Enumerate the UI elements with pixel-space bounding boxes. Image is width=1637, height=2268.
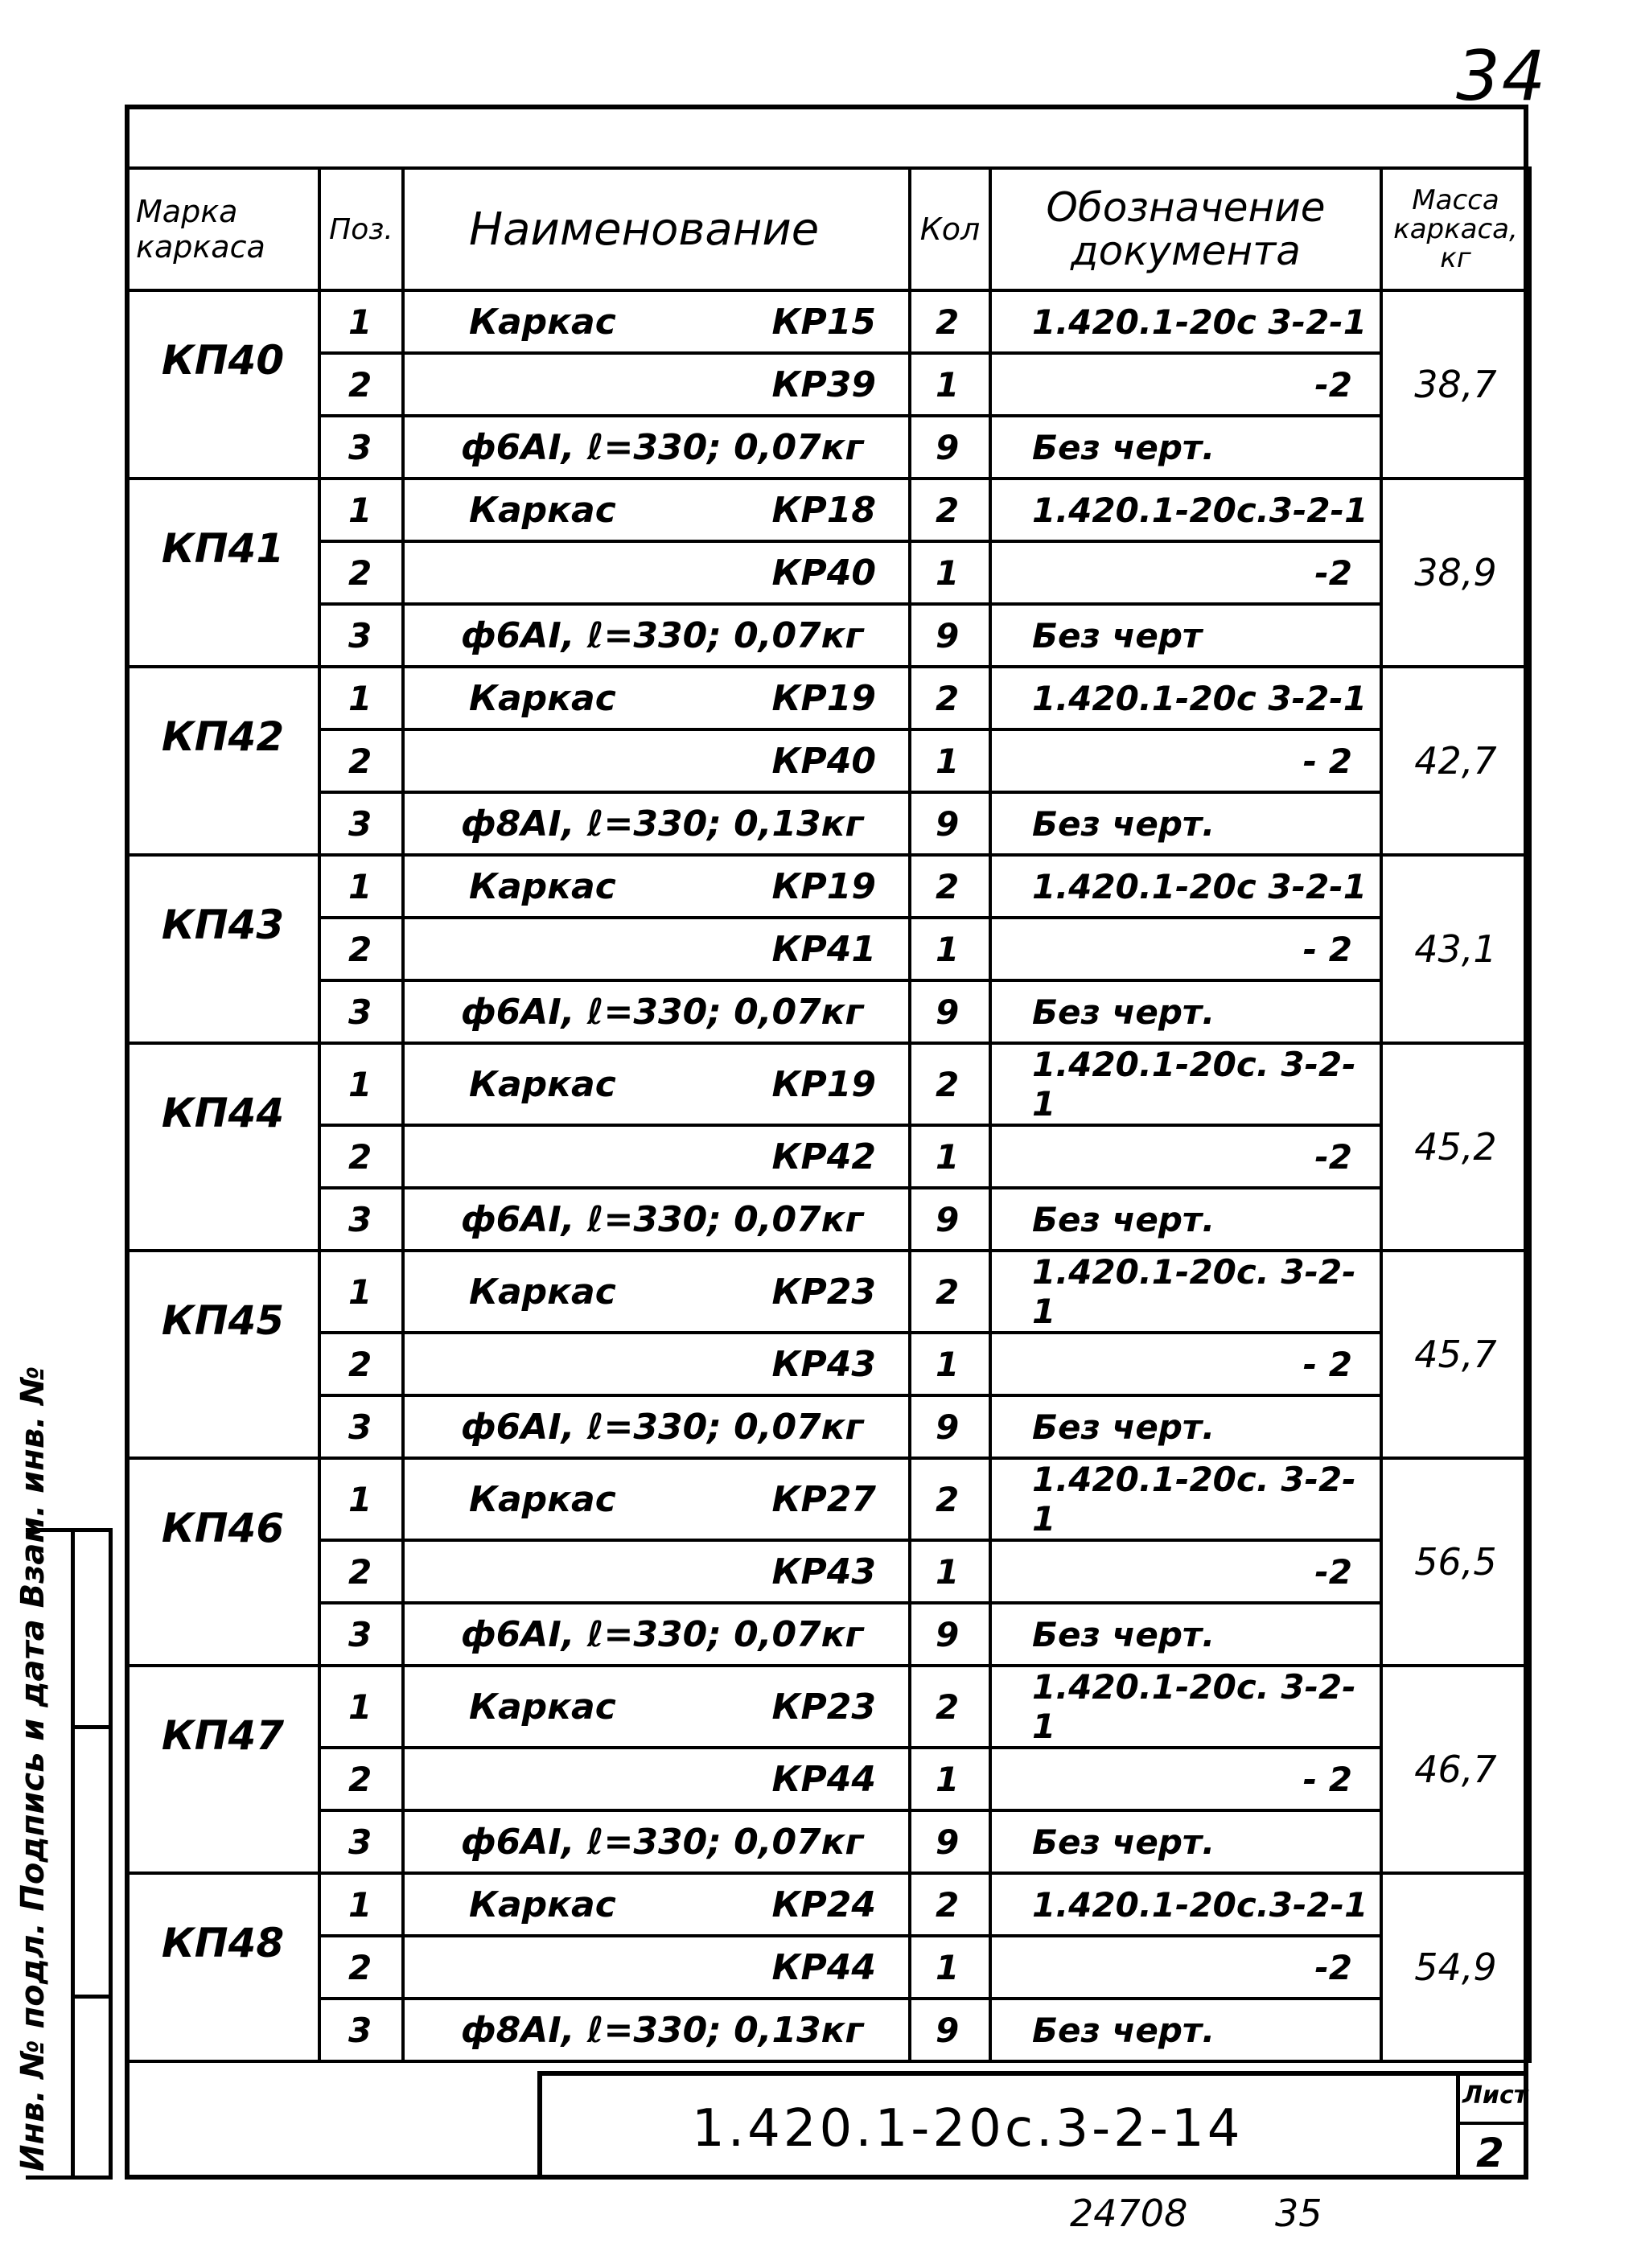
name-label: Каркас: [469, 865, 616, 907]
cell-mass: 45,7: [1381, 1251, 1530, 1458]
sheet-number: 2: [1476, 2130, 1504, 2176]
name-label: Каркас: [469, 677, 616, 719]
cell-kol: 2: [910, 855, 990, 918]
table-row: [126, 1395, 1530, 1458]
table-row: [126, 1458, 1530, 1540]
cell-doc: 1.420.1-20с. 3-2-1: [990, 1458, 1381, 1540]
cell-kol: 1: [910, 1936, 990, 1999]
side-stamp-label: Инв. № подл. Подпись и дата Взам. инв. №: [14, 1366, 51, 2171]
cell-marka: КП43: [126, 855, 319, 1043]
cell-pos: 3: [319, 1603, 403, 1666]
cell-kol: 9: [910, 1395, 990, 1458]
header-marka: Марка каркаса: [126, 168, 319, 290]
cell-kol: 9: [910, 980, 990, 1043]
cell-kol: 2: [910, 290, 990, 353]
cell-kol: 2: [910, 1458, 990, 1540]
cell-doc: -2: [990, 1540, 1381, 1603]
table-row: [126, 604, 1530, 667]
side-stamp-line: [71, 1995, 113, 1999]
name-code: КР23: [771, 1686, 876, 1728]
table-row: [126, 792, 1530, 855]
cell-doc: Без черт.: [990, 416, 1381, 479]
side-stamp-divider: [71, 1528, 75, 2180]
cell-name: [403, 1395, 910, 1458]
name-full: ф6АI, ℓ=330; 0,07кг: [461, 426, 864, 468]
cell-pos: 1: [319, 667, 403, 729]
cell-name: [403, 1540, 910, 1603]
cell-doc: 1.420.1-20с. 3-2-1: [990, 1666, 1381, 1748]
cell-pos: 2: [319, 918, 403, 980]
cell-name: [403, 604, 910, 667]
cell-pos: 3: [319, 604, 403, 667]
cell-name: [403, 416, 910, 479]
cell-name: [403, 1936, 910, 1999]
cell-doc: Без черт.: [990, 1603, 1381, 1666]
cell-name: [403, 1873, 910, 1936]
cell-doc: 1.420.1-20с 3-2-1: [990, 855, 1381, 918]
cell-name: [403, 1999, 910, 2061]
cell-name: [403, 918, 910, 980]
table-row: [126, 667, 1530, 729]
name-label: Каркас: [469, 301, 616, 343]
cell-marka: КП48: [126, 1873, 319, 2061]
cell-name: [403, 1458, 910, 1540]
cell-marka: КП41: [126, 479, 319, 667]
name-label: Каркас: [469, 1478, 616, 1520]
table-row: [126, 729, 1530, 792]
name-full: ф8АI, ℓ=330; 0,13кг: [461, 803, 864, 844]
name-code: КР43: [771, 1551, 876, 1592]
inventory-number: 24708: [1070, 2192, 1188, 2235]
cell-pos: 3: [319, 1999, 403, 2061]
cell-mass: 46,7: [1381, 1666, 1530, 1873]
name-full: ф6АI, ℓ=330; 0,07кг: [461, 1821, 864, 1863]
name-code: КР15: [771, 301, 876, 343]
cell-marka: КП40: [126, 290, 319, 479]
cell-kol: 2: [910, 1043, 990, 1125]
cell-name: [403, 667, 910, 729]
cell-mass: 56,5: [1381, 1458, 1530, 1666]
name-code: КР39: [771, 364, 876, 405]
cell-pos: 3: [319, 1188, 403, 1251]
table-row: [126, 1810, 1530, 1873]
table-row: [126, 353, 1530, 416]
table-header-row: [126, 168, 1530, 290]
cell-marka: КП45: [126, 1251, 319, 1458]
table-row: [126, 1043, 1530, 1125]
table-row: [126, 416, 1530, 479]
cell-pos: 3: [319, 792, 403, 855]
name-label: Каркас: [469, 489, 616, 531]
table-body: [126, 290, 1530, 2061]
cell-pos: 1: [319, 1666, 403, 1748]
cell-doc: - 2: [990, 729, 1381, 792]
cell-marka: КП47: [126, 1666, 319, 1873]
name-code: КР24: [771, 1884, 876, 1925]
cell-kol: 9: [910, 1603, 990, 1666]
cell-kol: 9: [910, 416, 990, 479]
cell-doc: 1.420.1-20с. 3-2-1: [990, 1043, 1381, 1125]
name-code: КР27: [771, 1478, 876, 1520]
cell-name: [403, 1603, 910, 1666]
document-code: 1.420.1-20с.3-2-14: [692, 2099, 1244, 2159]
name-code: КР19: [771, 865, 876, 907]
cell-kol: 2: [910, 479, 990, 541]
cell-kol: 1: [910, 1540, 990, 1603]
table-row: [126, 290, 1530, 353]
cell-kol: 9: [910, 1810, 990, 1873]
cell-kol: 1: [910, 541, 990, 604]
cell-kol: 2: [910, 1666, 990, 1748]
cell-doc: -2: [990, 1125, 1381, 1188]
cell-pos: 3: [319, 1810, 403, 1873]
table-row: [126, 1125, 1530, 1188]
table-row: [126, 541, 1530, 604]
cell-doc: Без черт.: [990, 980, 1381, 1043]
cell-pos: 3: [319, 1395, 403, 1458]
cell-doc: 1.420.1-20с 3-2-1: [990, 290, 1381, 353]
cell-doc: - 2: [990, 1333, 1381, 1395]
cell-pos: 3: [319, 980, 403, 1043]
cell-mass: 54,9: [1381, 1873, 1530, 2061]
cell-doc: 1.420.1-20с. 3-2-1: [990, 1251, 1381, 1333]
cell-doc: -2: [990, 353, 1381, 416]
cell-marka: КП46: [126, 1458, 319, 1666]
cell-name: [403, 1748, 910, 1810]
cell-pos: 2: [319, 1125, 403, 1188]
cell-name: [403, 1125, 910, 1188]
table-row: [126, 980, 1530, 1043]
table-row: [126, 1540, 1530, 1603]
page-number: 34: [1456, 36, 1548, 117]
cell-name: [403, 855, 910, 918]
cell-doc: Без черт.: [990, 1395, 1381, 1458]
specification-table: [125, 166, 1532, 2063]
header-pos: Поз.: [319, 168, 403, 290]
cell-name: [403, 353, 910, 416]
cell-name: [403, 479, 910, 541]
cell-doc: 1.420.1-20с 3-2-1: [990, 667, 1381, 729]
cell-doc: Без черт.: [990, 1999, 1381, 2061]
cell-pos: 2: [319, 353, 403, 416]
name-label: Каркас: [469, 1884, 616, 1925]
cell-doc: - 2: [990, 1748, 1381, 1810]
name-code: КР19: [771, 1063, 876, 1105]
cell-kol: 1: [910, 729, 990, 792]
header-kol: Кол: [910, 168, 990, 290]
name-code: КР43: [771, 1343, 876, 1385]
cell-pos: 3: [319, 416, 403, 479]
name-full: ф6АI, ℓ=330; 0,07кг: [461, 1406, 864, 1448]
cell-kol: 2: [910, 1873, 990, 1936]
name-code: КР44: [771, 1946, 876, 1988]
cell-kol: 9: [910, 1188, 990, 1251]
cell-mass: 38,9: [1381, 479, 1530, 667]
cell-doc: Без черт: [990, 604, 1381, 667]
table-row: [126, 1999, 1530, 2061]
table-row: [126, 855, 1530, 918]
name-code: КР44: [771, 1758, 876, 1800]
name-label: Каркас: [469, 1271, 616, 1313]
table-row: [126, 918, 1530, 980]
cell-kol: 1: [910, 1748, 990, 1810]
sheet-divider: [1456, 2122, 1528, 2125]
cell-marka: КП44: [126, 1043, 319, 1251]
cell-name: [403, 980, 910, 1043]
name-code: КР40: [771, 552, 876, 594]
table-row: [126, 1333, 1530, 1395]
header-mass: Масса каркаса, кг: [1381, 168, 1530, 290]
cell-pos: 1: [319, 1873, 403, 1936]
name-code: КР42: [771, 1136, 876, 1177]
name-label: Каркас: [469, 1686, 616, 1728]
name-full: ф6АI, ℓ=330; 0,07кг: [461, 991, 864, 1033]
table-row: [126, 479, 1530, 541]
cell-mass: 43,1: [1381, 855, 1530, 1043]
cell-name: [403, 1043, 910, 1125]
cell-kol: 9: [910, 1999, 990, 2061]
name-full: ф6АI, ℓ=330; 0,07кг: [461, 1613, 864, 1655]
header-doc: Обозначение документа: [990, 168, 1381, 290]
cell-pos: 1: [319, 1458, 403, 1540]
cell-pos: 2: [319, 1748, 403, 1810]
name-full: ф6АI, ℓ=330; 0,07кг: [461, 1198, 864, 1240]
cell-kol: 1: [910, 1333, 990, 1395]
name-code: КР19: [771, 677, 876, 719]
header-name: Наименование: [403, 168, 910, 290]
cell-name: [403, 792, 910, 855]
inventory-page: 35: [1275, 2192, 1322, 2235]
cell-kol: 1: [910, 1125, 990, 1188]
cell-kol: 1: [910, 918, 990, 980]
cell-kol: 2: [910, 667, 990, 729]
cell-doc: -2: [990, 541, 1381, 604]
cell-pos: 2: [319, 1333, 403, 1395]
side-stamp-line: [71, 1725, 113, 1729]
table-row: [126, 1188, 1530, 1251]
cell-mass: 38,7: [1381, 290, 1530, 479]
name-full: ф6АI, ℓ=330; 0,07кг: [461, 614, 864, 656]
cell-name: [403, 1666, 910, 1748]
cell-kol: 1: [910, 353, 990, 416]
cell-name: [403, 1188, 910, 1251]
cell-pos: 1: [319, 1251, 403, 1333]
table-row: [126, 1251, 1530, 1333]
cell-mass: 42,7: [1381, 667, 1530, 855]
table-row: [126, 1748, 1530, 1810]
name-code: КР40: [771, 740, 876, 782]
cell-kol: 9: [910, 604, 990, 667]
name-full: ф8АI, ℓ=330; 0,13кг: [461, 2009, 864, 2051]
cell-pos: 2: [319, 1936, 403, 1999]
cell-doc: Без черт.: [990, 1188, 1381, 1251]
cell-pos: 2: [319, 541, 403, 604]
name-code: КР23: [771, 1271, 876, 1313]
cell-pos: 1: [319, 479, 403, 541]
cell-doc: Без черт.: [990, 792, 1381, 855]
cell-kol: 2: [910, 1251, 990, 1333]
cell-pos: 1: [319, 1043, 403, 1125]
cell-pos: 1: [319, 855, 403, 918]
cell-doc: -2: [990, 1936, 1381, 1999]
name-code: КР41: [771, 928, 876, 970]
table-row: [126, 1603, 1530, 1666]
cell-marka: КП42: [126, 667, 319, 855]
cell-name: [403, 729, 910, 792]
table-row: [126, 1936, 1530, 1999]
cell-doc: - 2: [990, 918, 1381, 980]
table-row: [126, 1873, 1530, 1936]
name-label: Каркас: [469, 1063, 616, 1105]
cell-name: [403, 1333, 910, 1395]
cell-name: [403, 290, 910, 353]
cell-name: [403, 541, 910, 604]
cell-pos: 2: [319, 729, 403, 792]
cell-pos: 2: [319, 1540, 403, 1603]
cell-name: [403, 1810, 910, 1873]
table-row: [126, 1666, 1530, 1748]
cell-doc: Без черт.: [990, 1810, 1381, 1873]
sheet-label: Лист: [1462, 2081, 1528, 2110]
cell-kol: 9: [910, 792, 990, 855]
name-code: КР18: [771, 489, 876, 531]
cell-mass: 45,2: [1381, 1043, 1530, 1251]
cell-doc: 1.420.1-20с.3-2-1: [990, 1873, 1381, 1936]
cell-name: [403, 1251, 910, 1333]
cell-pos: 1: [319, 290, 403, 353]
cell-doc: 1.420.1-20с.3-2-1: [990, 479, 1381, 541]
